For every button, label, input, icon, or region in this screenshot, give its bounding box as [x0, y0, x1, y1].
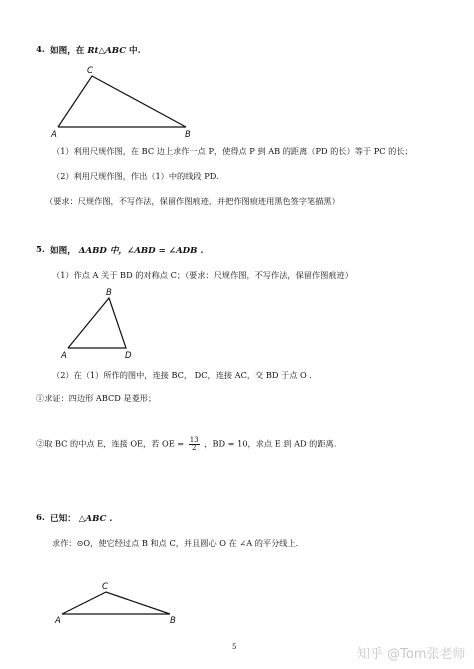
q5-label-a: A — [61, 351, 67, 361]
q4-note: （要求：尺规作图，不写作法，保留作图痕迹，并把作图痕迹用黑色签字笔描黑） — [45, 196, 340, 206]
q4-stem-math: Rt△ABC — [87, 46, 127, 56]
q5-sub2-frac-num: 13 — [189, 436, 199, 444]
q4-part2: （2）利用尺规作图，作出（1）中的线段 PD. — [52, 171, 219, 181]
q4-stem-prefix: 如图，在 — [50, 46, 85, 56]
q5-part1: （1）作点 A 关于 BD 的对称点 C；（要求：尺规作图，不写作法，保留作图痕迹） — [52, 270, 353, 280]
page-number: 5 — [232, 643, 237, 651]
q6-number: 6. — [36, 513, 45, 523]
q5-stem-math: ΔABD 中，∠ABD = ∠ADB . — [78, 246, 204, 256]
q5-sub2-frac-den: 2 — [191, 444, 197, 452]
q6-triangle — [62, 592, 170, 614]
q5-sub2-before: ②取 BC 的中点 E，连接 OE，若 OE = — [36, 438, 185, 449]
q6-label-c: C — [102, 582, 108, 592]
q6-label-b: B — [170, 616, 176, 626]
q4-label-a: A — [51, 130, 57, 140]
q5-label-d: D — [125, 351, 132, 361]
q4-stem-suffix: 中. — [129, 46, 141, 56]
q5-label-b: B — [106, 288, 112, 298]
q5-stem-prefix: 如图， — [50, 246, 76, 256]
q6-label-a: A — [55, 616, 61, 626]
q6-stem-math: △ABC . — [78, 514, 113, 524]
q6-task: 求作：⊙O，使它经过点 B 和点 C，并且圆心 O 在 ∠A 的平分线上. — [52, 538, 299, 548]
q5-number: 5. — [36, 245, 45, 255]
q4-part1: （1）利用尺规作图，在 BC 边上求作一点 P，使得点 P 到 AB 的距离（PD 的长）等于 PC 的长； — [52, 146, 413, 156]
q4-label-b: B — [185, 130, 191, 140]
watermark: 知乎 @Tom张老师 — [357, 647, 466, 662]
q6-stem-prefix: 已知： — [50, 514, 76, 524]
q5-part2: （2）在（1）所作的图中，连接 BC， DC，连接 AC，交 BD 于点 O . — [52, 370, 312, 380]
q4-number: 4. — [36, 45, 45, 55]
q5-sub1: ①求证：四边形 ABCD 是菱形； — [36, 393, 157, 403]
q4-label-c: C — [87, 66, 93, 76]
q5-sub2-after: ，BD = 10，求点 E 到 AD 的距离. — [204, 438, 337, 449]
